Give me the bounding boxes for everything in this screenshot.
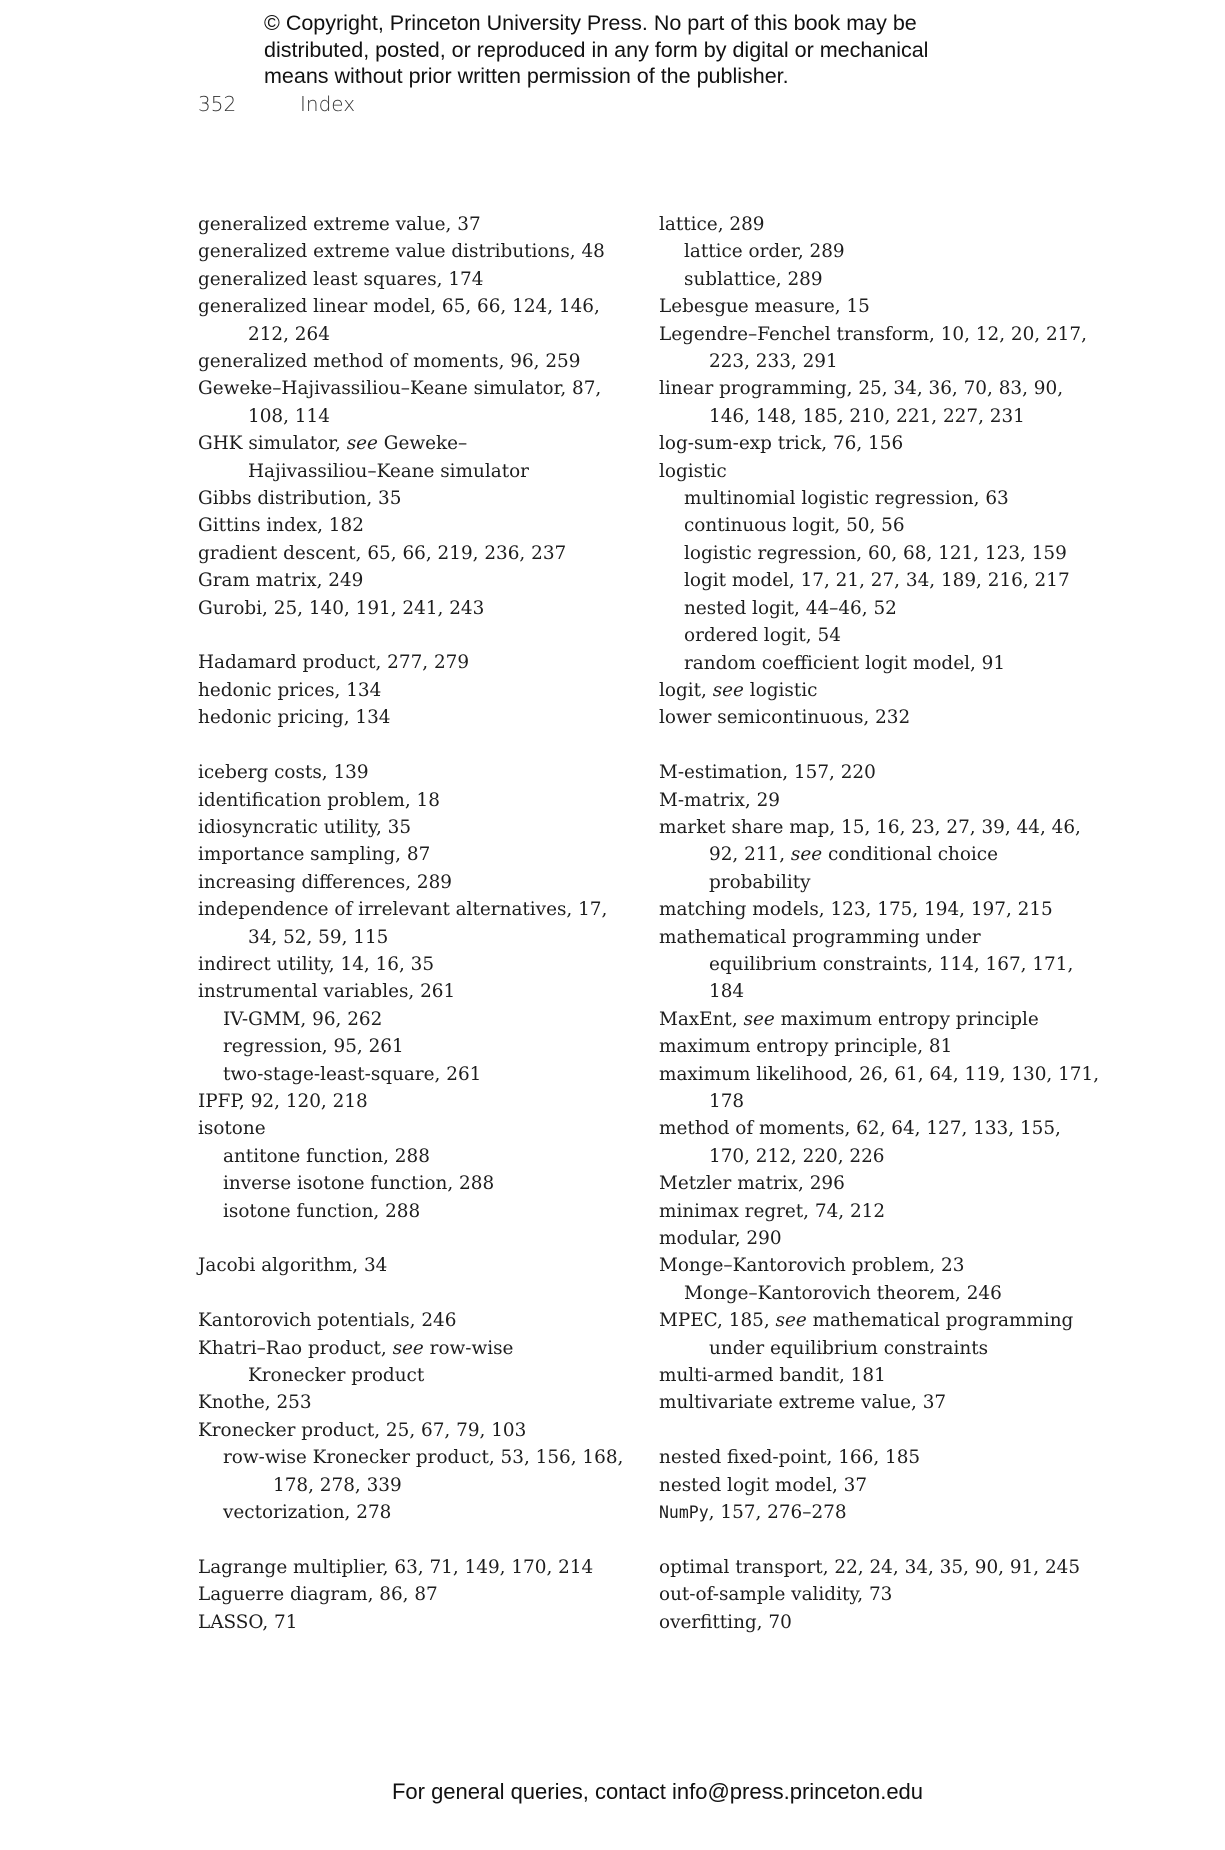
entry-text: regression, 95, 261 — [223, 1036, 404, 1058]
entry-text: multivariate extreme value, 37 — [659, 1392, 947, 1414]
entry-text: Monge–Kantorovich theorem, 246 — [684, 1282, 1002, 1304]
entry-text: Hajivassiliou–Keane simulator — [248, 460, 529, 482]
entry-text: logit, — [659, 679, 713, 701]
entry-text: maximum likelihood, 26, 61, 64, 119, 130, 171, — [659, 1063, 1100, 1085]
entry-text: 178, 278, 339 — [273, 1474, 402, 1496]
copyright-line: © Copyright, Princeton University Press. No part of this book may be — [264, 11, 917, 35]
entry-text: Monge–Kantorovich problem, 23 — [659, 1255, 965, 1277]
index-entry — [659, 1115, 1079, 1170]
entry-text: overfitting, 70 — [659, 1611, 792, 1633]
copyright-notice — [264, 10, 1044, 90]
index-entry — [198, 677, 628, 704]
entry-text: maximum entropy principle, 81 — [659, 1036, 953, 1058]
entry-text: 92, 211, — [709, 844, 791, 866]
index-column-left — [198, 211, 628, 1636]
entry-text: market share map, 15, 16, 23, 27, 39, 44, 46, — [659, 816, 1081, 838]
entry-text: random coefficient logit model, 91 — [684, 652, 1006, 674]
entry-text: log-sum-exp trick, 76, 156 — [659, 433, 904, 455]
entry-text: antitone function, 288 — [223, 1145, 430, 1167]
entry-text: isotone function, 288 — [223, 1200, 421, 1222]
index-entry — [659, 924, 1079, 1006]
index-entry — [659, 430, 1079, 457]
index-entry — [659, 896, 1079, 923]
entry-text: 212, 264 — [248, 323, 330, 345]
entry-text: two-stage-least-square, 261 — [223, 1063, 482, 1085]
entry-text: generalized extreme value, 37 — [198, 214, 481, 235]
entry-text: identification problem, 18 — [198, 789, 440, 811]
entry-text: generalized extreme value distributions, 48 — [198, 241, 605, 263]
entry-text: 184 — [709, 981, 745, 1003]
entry-text: method of moments, 62, 64, 127, 133, 155, — [659, 1118, 1061, 1140]
entry-text: probability — [709, 871, 811, 893]
index-entry — [198, 266, 628, 293]
entry-text: Lagrange multiplier, 63, 71, 149, 170, 214 — [198, 1556, 594, 1578]
copyright-line: distributed, posted, or reproduced in any form by digital or mechanical — [264, 37, 929, 62]
entry-text: iceberg costs, 139 — [198, 762, 369, 784]
letter-group-gap — [198, 732, 628, 759]
entry-text: generalized method of moments, 96, 259 — [198, 351, 581, 373]
entry-text: Kantorovich potentials, 246 — [198, 1310, 457, 1332]
index-entry — [198, 348, 628, 375]
see-reference-target: conditional choice — [822, 844, 998, 866]
entry-text: 34, 52, 59, 115 — [248, 926, 389, 948]
index-entry — [659, 1444, 1079, 1471]
entry-text: ordered logit, 54 — [684, 625, 841, 647]
entry-text: hedonic pricing, 134 — [198, 707, 391, 729]
entry-text: M-estimation, 157, 220 — [659, 762, 876, 784]
index-entry — [659, 375, 1079, 430]
index-entry — [659, 1170, 1079, 1197]
index-entry — [659, 1609, 1079, 1636]
entry-text: Kronecker product — [248, 1365, 425, 1386]
entry-text: nested logit, 44–46, 52 — [684, 597, 897, 619]
entry-text: row-wise Kronecker product, 53, 156, 168, — [223, 1447, 624, 1469]
index-subentry — [659, 1280, 1079, 1307]
entry-text: 223, 233, 291 — [709, 351, 838, 373]
entry-text: , 157, 276–278 — [708, 1502, 847, 1524]
footer-contact: For general queries, contact info@press.princeton.edu — [391, 1779, 924, 1804]
index-entry — [198, 1581, 628, 1608]
footer — [0, 1779, 1225, 1805]
entry-text: continuous logit, 50, 56 — [684, 515, 905, 537]
index-entry — [198, 1115, 628, 1142]
see-reference-label: see — [790, 844, 823, 866]
index-subentry — [659, 266, 1079, 293]
entry-text: out-of-sample validity, 73 — [659, 1584, 893, 1606]
index-entry — [198, 430, 628, 485]
index-entry — [659, 1581, 1079, 1608]
index-entry — [198, 1335, 628, 1390]
entry-text: multinomial logistic regression, 63 — [684, 488, 1009, 510]
entry-text: matching models, 123, 175, 194, 197, 215 — [659, 899, 1053, 921]
entry-text: 146, 148, 185, 210, 221, 227, 231 — [709, 405, 1025, 427]
entry-text: gradient descent, 65, 66, 219, 236, 237 — [198, 542, 567, 564]
index-entry — [198, 485, 628, 512]
index-entry — [198, 1389, 628, 1416]
entry-text: equilibrium constraints, 114, 167, 171, — [709, 953, 1074, 975]
entry-text: Gibbs distribution, 35 — [198, 488, 402, 510]
letter-group-gap — [659, 1417, 1079, 1444]
index-entry — [198, 211, 628, 238]
entry-text: Gurobi, 25, 140, 191, 241, 243 — [198, 597, 485, 619]
entry-text: indirect utility, 14, 16, 35 — [198, 953, 435, 975]
index-entry — [659, 1472, 1079, 1499]
entry-text: increasing differences, 289 — [198, 871, 452, 893]
index-subentry — [659, 595, 1079, 622]
index-entry — [198, 759, 628, 786]
index-entry — [198, 293, 628, 348]
index-subentry — [659, 567, 1079, 594]
index-entry — [659, 1362, 1079, 1389]
entry-text: independence of irrelevant alternatives, 17, — [198, 899, 608, 921]
entry-text: multi-armed bandit, 181 — [659, 1365, 886, 1387]
index-entry — [198, 704, 628, 731]
entry-text: Metzler matrix, 296 — [659, 1173, 845, 1195]
entry-text: 108, 114 — [248, 405, 330, 427]
code-term: NumPy — [659, 1503, 709, 1523]
entry-text: modular, 290 — [659, 1228, 782, 1250]
index-entry — [659, 1554, 1079, 1581]
index-entry — [198, 649, 628, 676]
letter-group-gap — [198, 1225, 628, 1252]
index-subentry — [659, 540, 1079, 567]
index-entry — [198, 1609, 628, 1636]
letter-group-gap — [659, 732, 1079, 759]
entry-text: MaxEnt, — [659, 1008, 744, 1030]
entry-text: nested fixed-point, 166, 185 — [659, 1447, 921, 1469]
index-subentry — [198, 1198, 628, 1225]
entry-text: Hadamard product, 277, 279 — [198, 652, 470, 674]
entry-text: generalized linear model, 65, 66, 124, 146, — [198, 296, 600, 318]
index-entry — [659, 677, 1079, 704]
entry-text: inverse isotone function, 288 — [223, 1173, 495, 1195]
index-entry — [198, 869, 628, 896]
page-number: 352 — [198, 92, 237, 116]
entry-text: IV-GMM, 96, 262 — [223, 1008, 383, 1030]
entry-text: GHK simulator, — [198, 433, 347, 455]
index-entry — [198, 1088, 628, 1115]
entry-text: hedonic prices, 134 — [198, 679, 382, 701]
index-entry — [659, 211, 1079, 238]
index-entry — [198, 595, 628, 622]
entry-text: vectorization, 278 — [223, 1502, 392, 1524]
entry-text: generalized least squares, 174 — [198, 268, 484, 290]
entry-text: Gittins index, 182 — [198, 515, 364, 537]
letter-group-gap — [198, 1280, 628, 1307]
index-entry — [659, 293, 1079, 320]
entry-text: under equilibrium constraints — [709, 1337, 989, 1359]
letter-group-gap — [198, 1526, 628, 1553]
index-entry — [659, 1499, 1079, 1526]
entry-text: optimal transport, 22, 24, 34, 35, 90, 91, 245 — [659, 1556, 1081, 1578]
entry-text: importance sampling, 87 — [198, 844, 431, 866]
entry-text: M-matrix, 29 — [659, 789, 780, 811]
entry-text: Laguerre diagram, 86, 87 — [198, 1584, 438, 1606]
index-column-right — [659, 211, 1100, 1636]
see-reference-target: row-wise — [423, 1337, 514, 1359]
entry-text: Gram matrix, 249 — [198, 570, 364, 592]
index-entry — [659, 759, 1079, 786]
index-entry — [198, 375, 628, 430]
entry-text: lattice, 289 — [659, 214, 765, 235]
entry-text: Geweke–Hajivassiliou–Keane simulator, 87, — [198, 378, 602, 400]
index-subentry — [198, 1006, 628, 1033]
see-reference-label: see — [743, 1008, 775, 1030]
entry-text: 170, 212, 220, 226 — [709, 1145, 885, 1167]
index-entry — [198, 1417, 628, 1444]
see-reference-label: see — [712, 679, 744, 701]
index-entry — [198, 978, 628, 1005]
index-entry — [659, 1389, 1079, 1416]
index-entry — [659, 458, 1079, 485]
index-entry — [198, 540, 628, 567]
index-entry — [198, 512, 628, 539]
index-entry — [659, 1061, 1100, 1116]
index-subentry — [198, 1444, 628, 1499]
section-title: Index — [300, 92, 356, 116]
entry-text: sublattice, 289 — [684, 268, 823, 290]
index-entry — [198, 567, 628, 594]
index-entry — [198, 1554, 628, 1581]
entry-text: Lebesgue measure, 15 — [659, 296, 870, 318]
see-reference-target: mathematical programming — [806, 1310, 1074, 1332]
see-reference-label: see — [392, 1337, 424, 1359]
entry-text: logistic regression, 60, 68, 121, 123, 159 — [684, 542, 1067, 564]
entry-text: instrumental variables, 261 — [198, 981, 456, 1003]
index-subentry — [198, 1061, 628, 1088]
entry-text: isotone — [198, 1118, 266, 1140]
entry-text: Knothe, 253 — [198, 1392, 312, 1414]
index-entry — [659, 1225, 1079, 1252]
index-entry — [198, 1252, 628, 1279]
entry-text: lattice order, 289 — [684, 241, 845, 263]
entry-text: minimax regret, 74, 212 — [659, 1200, 886, 1222]
index-entry — [659, 1033, 1079, 1060]
index-entry — [198, 787, 628, 814]
see-reference-target: Geweke– — [377, 433, 468, 455]
index-subentry — [659, 512, 1079, 539]
copyright-line: means without prior written permission of the publisher. — [264, 64, 789, 88]
index-entry — [198, 841, 628, 868]
entry-text: linear programming, 25, 34, 36, 70, 83, 90, — [659, 378, 1064, 400]
index-entry — [659, 1307, 1079, 1362]
index-subentry — [198, 1143, 628, 1170]
entry-text: Legendre–Fenchel transform, 10, 12, 20, 217, — [659, 323, 1087, 345]
entry-text: lower semicontinuous, 232 — [659, 707, 911, 729]
index-entry — [198, 951, 628, 978]
index-subentry — [659, 485, 1079, 512]
running-head — [198, 92, 355, 116]
see-reference-label: see — [775, 1310, 807, 1332]
index-subentry — [659, 238, 1079, 265]
index-entry — [659, 1198, 1079, 1225]
index-subentry — [659, 650, 1079, 677]
index-entry — [198, 1307, 628, 1334]
index-entry — [198, 896, 628, 951]
index-entry — [659, 787, 1079, 814]
letter-group-gap — [659, 1526, 1079, 1553]
index-entry — [659, 1006, 1079, 1033]
entry-text: idiosyncratic utility, 35 — [198, 816, 412, 838]
index-subentry — [198, 1170, 628, 1197]
index-entry — [659, 321, 1087, 376]
entry-text: logistic — [659, 460, 727, 482]
entry-text: MPEC, 185, — [659, 1310, 776, 1332]
index-entry — [659, 814, 1079, 896]
entry-text: logit model, 17, 21, 27, 34, 189, 216, 217 — [684, 570, 1070, 592]
index-entry — [659, 704, 1079, 731]
index-entry — [198, 814, 628, 841]
index-subentry — [198, 1499, 628, 1526]
entry-text: Jacobi algorithm, 34 — [198, 1255, 388, 1277]
entry-text: nested logit model, 37 — [659, 1474, 868, 1496]
entry-text: IPFP, 92, 120, 218 — [198, 1090, 368, 1112]
index-entry — [659, 1252, 1079, 1279]
entry-text: Kronecker product, 25, 67, 79, 103 — [198, 1419, 527, 1441]
see-reference-label: see — [346, 433, 378, 455]
index-subentry — [198, 1033, 628, 1060]
entry-text: mathematical programming under — [659, 926, 981, 948]
letter-group-gap — [198, 622, 628, 649]
see-reference-target: logistic — [743, 679, 818, 701]
index-entry — [198, 238, 628, 265]
see-reference-target: maximum entropy principle — [774, 1008, 1039, 1030]
index-subentry — [659, 622, 1079, 649]
entry-text: LASSO, 71 — [198, 1611, 298, 1633]
entry-text: Khatri–Rao product, — [198, 1337, 393, 1359]
entry-text: 178 — [709, 1090, 745, 1112]
